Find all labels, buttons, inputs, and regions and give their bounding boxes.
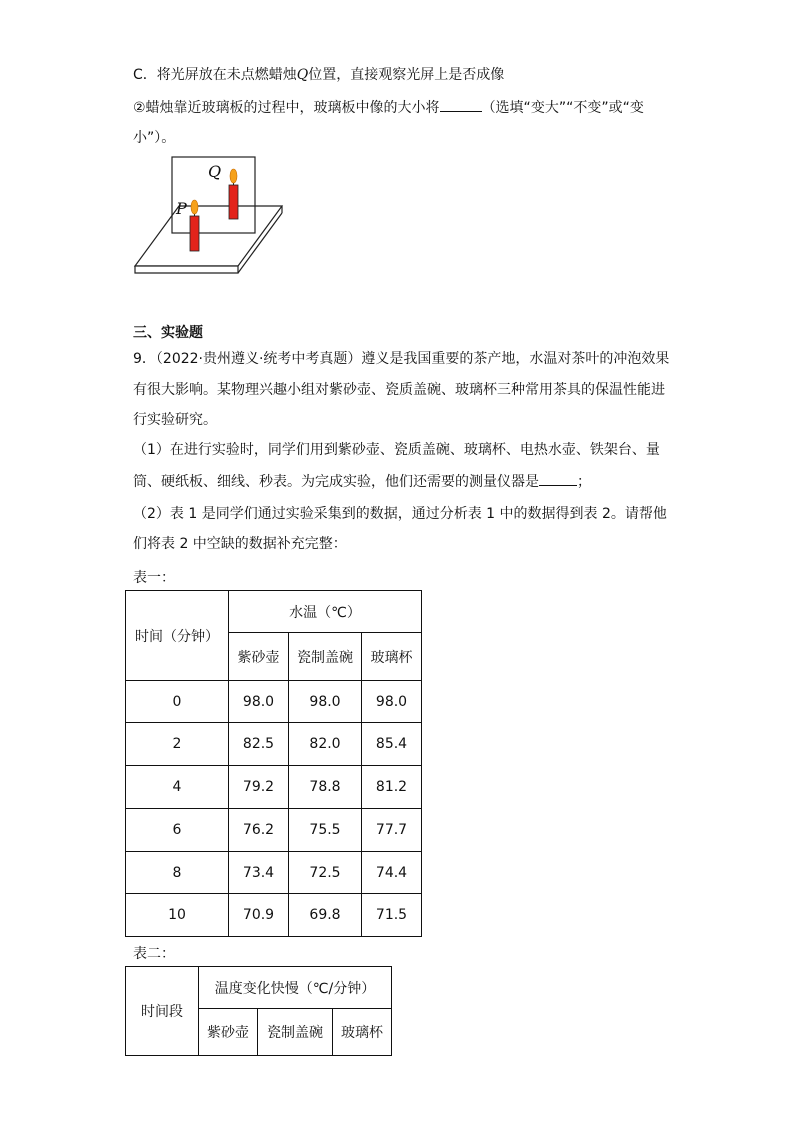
table2-row-header: 时间段 <box>126 967 199 1056</box>
q9-sub2-line1: （2）表 1 是同学们通过实验采集到的数据，通过分析表 1 中的数据得到表 2。请帮他 <box>133 506 667 522</box>
q9-line1: 9．（2022·贵州遵义·统考中考真题）遵义是我国重要的茶产地，水温对茶叶的冲泡效果 <box>133 351 670 367</box>
table-2 <box>125 966 392 1056</box>
q9-line2: 有很大影响。某物理兴趣小组对紫砂壶、瓷质盖碗、玻璃杯三种常用茶具的保温性能进 <box>133 382 665 398</box>
table-cell: 98.0 <box>362 681 422 723</box>
table1-caption: 表一： <box>133 570 175 586</box>
table-row <box>126 852 422 894</box>
table-cell: 98.0 <box>289 681 362 723</box>
table-cell: 71.5 <box>362 894 422 937</box>
table-cell: 72.5 <box>289 852 362 894</box>
table-cell: 76.2 <box>229 809 289 852</box>
table2-col-header: 玻璃杯 <box>333 1009 392 1056</box>
table-cell: 85.4 <box>362 723 422 766</box>
table-cell: 73.4 <box>229 852 289 894</box>
label-q: Q <box>208 162 222 181</box>
answer-blank-image-size[interactable] <box>440 97 482 112</box>
table-row <box>126 766 422 809</box>
candle-q <box>229 185 238 219</box>
table-cell: 75.5 <box>289 809 362 852</box>
table-cell: 82.5 <box>229 723 289 766</box>
table-cell: 4 <box>126 766 229 809</box>
table2-caption: 表二： <box>133 946 175 962</box>
question-2-line2: 小”）。 <box>133 130 176 146</box>
option-c-prefix: C．将光屏放在未点燃蜡烛 <box>133 67 297 83</box>
q9-sub1-line2 <box>133 471 591 492</box>
table1-col-header: 紫砂壶 <box>229 633 289 681</box>
table-cell: 78.8 <box>289 766 362 809</box>
table-cell: 2 <box>126 723 229 766</box>
table1-group-header: 水温（℃） <box>229 591 422 633</box>
candle-q-symbol: Q <box>296 67 309 83</box>
table2-col-header: 瓷制盖碗 <box>258 1009 333 1056</box>
q9-line3: 行实验研究。 <box>133 412 217 428</box>
q9-sub1-end: ； <box>577 474 591 490</box>
question-2-options: （选填“变大”“不变”或“变 <box>481 100 644 116</box>
q9-sub1-line1: （1）在进行实验时，同学们用到紫砂壶、瓷质盖碗、玻璃杯、电热水壶、铁架台、量 <box>133 442 660 458</box>
table1-col-header: 瓷制盖碗 <box>289 633 362 681</box>
table-cell: 69.8 <box>289 894 362 937</box>
table-cell: 74.4 <box>362 852 422 894</box>
question-2-text: ②蜡烛靠近玻璃板的过程中，玻璃板中像的大小将 <box>133 100 440 116</box>
question-2-line1 <box>133 97 644 118</box>
table-cell: 8 <box>126 852 229 894</box>
table-cell: 82.0 <box>289 723 362 766</box>
base-board <box>135 206 282 266</box>
option-c-suffix: 位置，直接观察光屏上是否成像 <box>308 67 505 83</box>
table-cell: 0 <box>126 681 229 723</box>
q9-sub1-text: 筒、硬纸板、细线、秒表。为完成实验，他们还需要的测量仪器是 <box>133 474 539 490</box>
table-row <box>126 809 422 852</box>
candle-mirror-figure <box>130 152 290 278</box>
table2-group-header: 温度变化快慢（℃/分钟） <box>199 967 392 1009</box>
table-cell: 77.7 <box>362 809 422 852</box>
section-title: 三、实验题 <box>133 325 203 341</box>
table-cell: 70.9 <box>229 894 289 937</box>
table1-row-header: 时间（分钟） <box>126 591 229 681</box>
table-cell: 10 <box>126 894 229 937</box>
table1-col-header: 玻璃杯 <box>362 633 422 681</box>
candle-p <box>190 216 199 251</box>
table-cell: 6 <box>126 809 229 852</box>
table-cell: 81.2 <box>362 766 422 809</box>
answer-blank-instrument[interactable] <box>539 471 577 486</box>
table-cell: 79.2 <box>229 766 289 809</box>
flame-p <box>191 200 198 214</box>
table-1 <box>125 590 422 937</box>
q9-sub2-line2: 们将表 2 中空缺的数据补充完整： <box>133 536 347 552</box>
table2-col-header: 紫砂壶 <box>199 1009 258 1056</box>
table-cell: 98.0 <box>229 681 289 723</box>
table-row <box>126 723 422 766</box>
base-board-edge <box>135 266 238 273</box>
table-row <box>126 681 422 723</box>
flame-q <box>230 169 237 183</box>
table-row <box>126 894 422 937</box>
label-p: P <box>176 199 187 218</box>
option-c <box>133 65 504 85</box>
